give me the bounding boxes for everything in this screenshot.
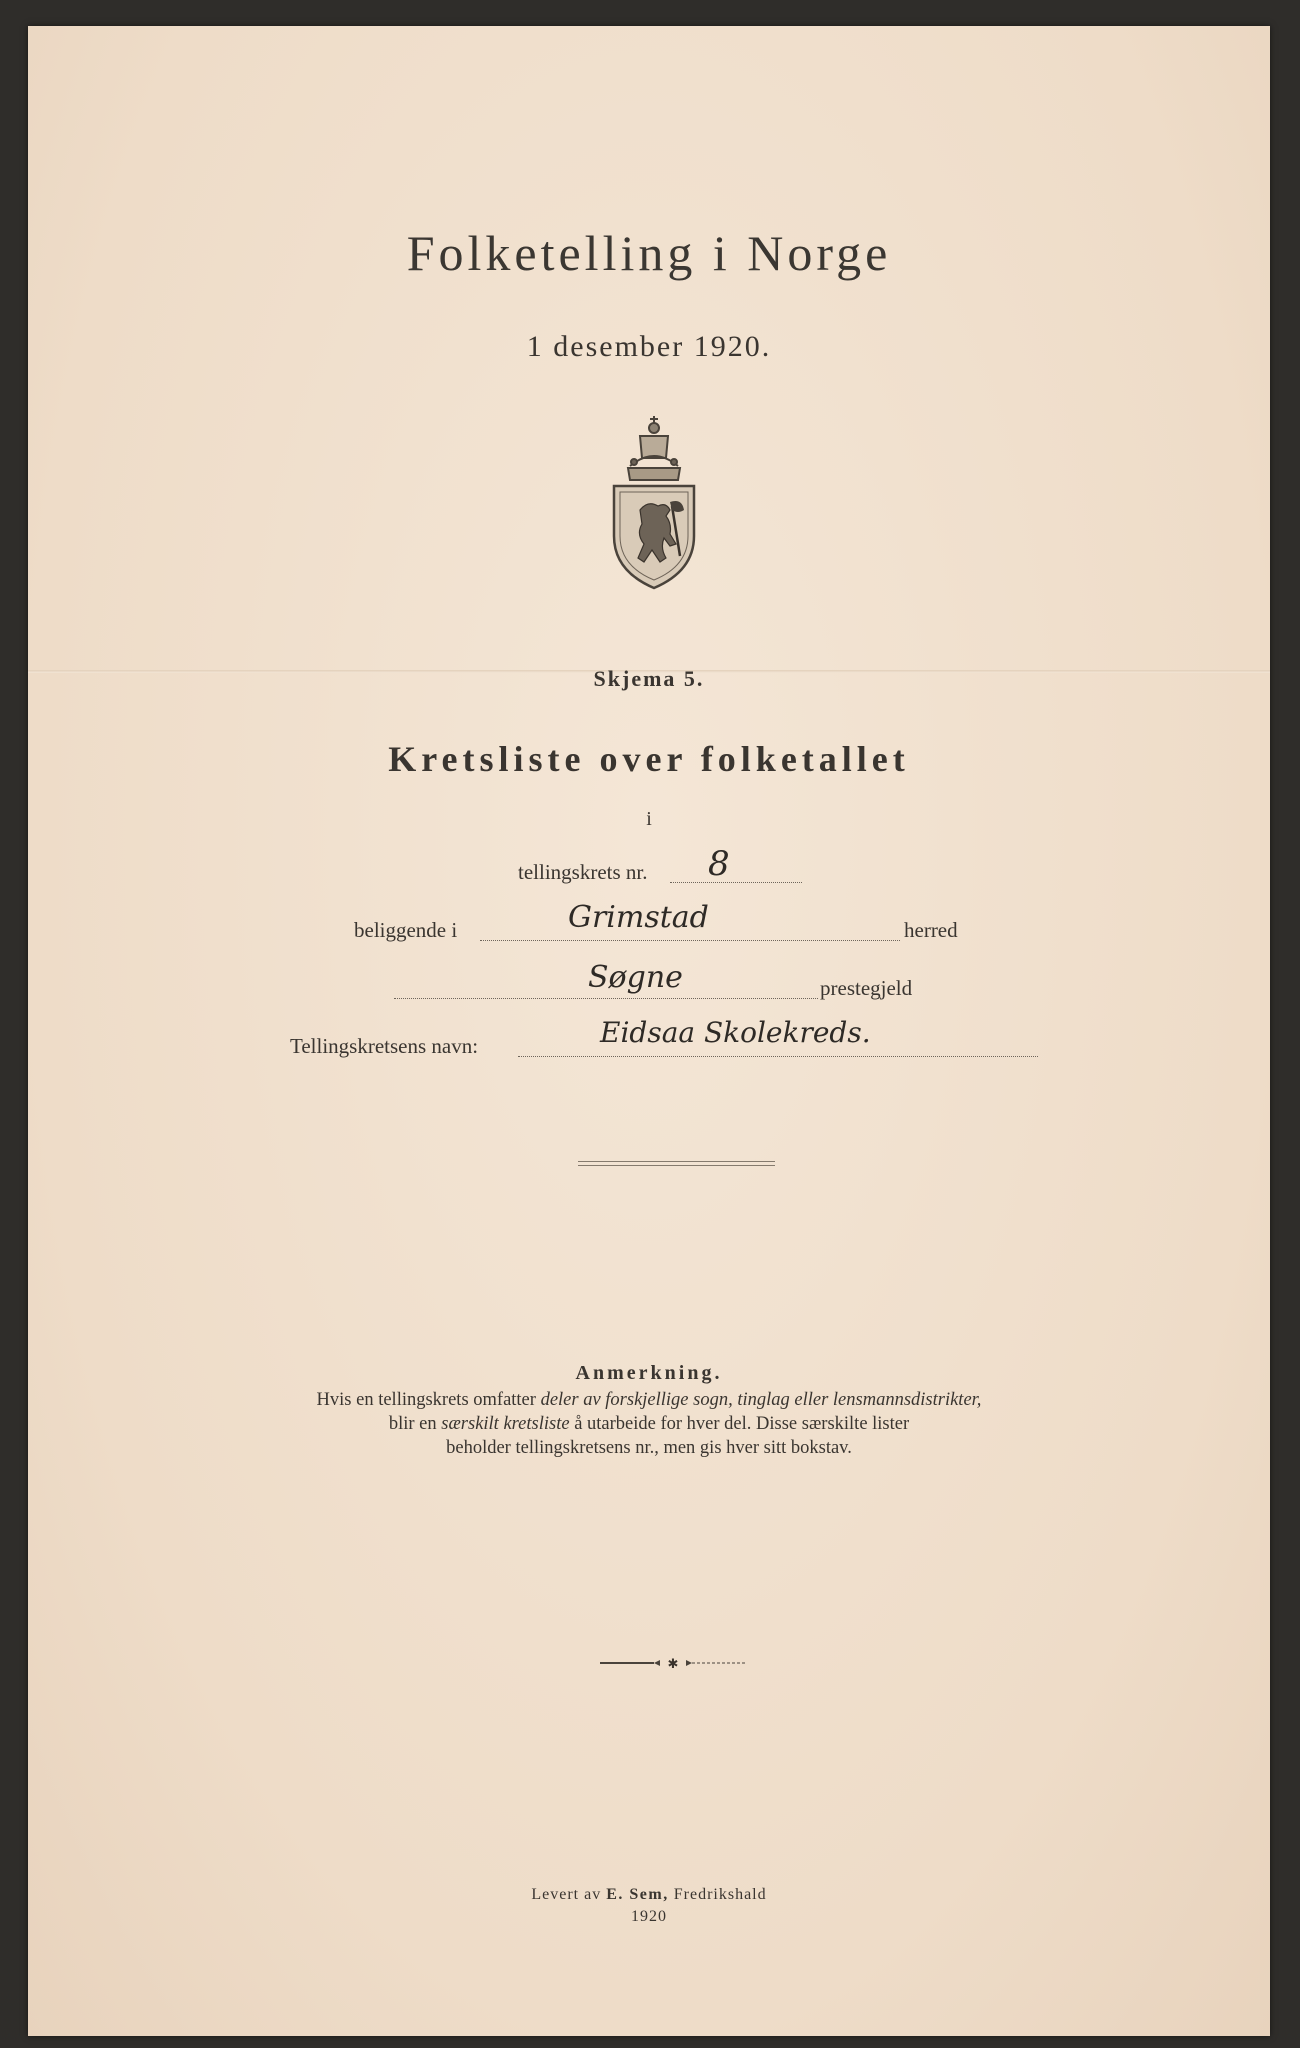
note-body <box>28 1388 1270 1460</box>
norwegian-coat-of-arms-icon <box>600 406 708 596</box>
note-line1-a: Hvis en tellingskrets omfatter <box>316 1390 541 1410</box>
tellingskrets-line <box>670 882 802 883</box>
connector-word: i <box>646 808 652 830</box>
printer-imprint <box>28 1884 1270 1928</box>
kretsnavn-label: Tellingskretsens navn: <box>290 1034 479 1058</box>
note-line3: beholder tellingskretsens nr., men gis hver sitt bokstav. <box>446 1438 852 1458</box>
printer-place: Fredrikshald <box>673 1886 767 1903</box>
kretsnavn-line <box>518 1056 1038 1057</box>
tellingskrets-value: 8 <box>708 844 730 884</box>
printer-prefix: Levert av <box>531 1886 602 1903</box>
note-line2-c: å utarbeide for hver del. Disse særskilte lister <box>569 1414 910 1434</box>
census-form-page <box>28 26 1270 2036</box>
ornament-divider-icon <box>598 1656 748 1670</box>
prestegjeld-value: Søgne <box>588 960 683 995</box>
census-date: 1 desember 1920. <box>526 330 772 363</box>
form-title: Folketelling i Norge <box>406 225 892 281</box>
note-heading: Anmerkning. <box>575 1362 723 1384</box>
printer-year: 1920 <box>631 1908 667 1925</box>
form-heading: Kretsliste over folketallet <box>388 739 910 779</box>
kretsnavn-value: Eidsaa Skolekreds. <box>600 1016 871 1049</box>
section-divider <box>578 1161 775 1166</box>
note-line2-b: særskilt kretsliste <box>441 1414 570 1434</box>
herred-value: Grimstad <box>568 900 709 935</box>
prestegjeld-label: prestegjeld <box>820 976 913 1000</box>
prestegjeld-line <box>394 998 818 999</box>
schema-number: Skjema 5. <box>593 666 705 691</box>
note-line1-b: deler av forskjellige sogn, tinglag eller lensmannsdistrikter, <box>540 1390 982 1410</box>
herred-label-before: beliggende i <box>354 918 458 942</box>
herred-label-after: herred <box>904 918 958 942</box>
svg-text:✱: ✱ <box>667 1657 679 1670</box>
note-line2-a: blir en <box>388 1414 442 1434</box>
printer-name: E. Sem, <box>606 1886 669 1903</box>
herred-line <box>480 940 900 941</box>
tellingskrets-label: tellingskrets nr. <box>518 860 648 884</box>
